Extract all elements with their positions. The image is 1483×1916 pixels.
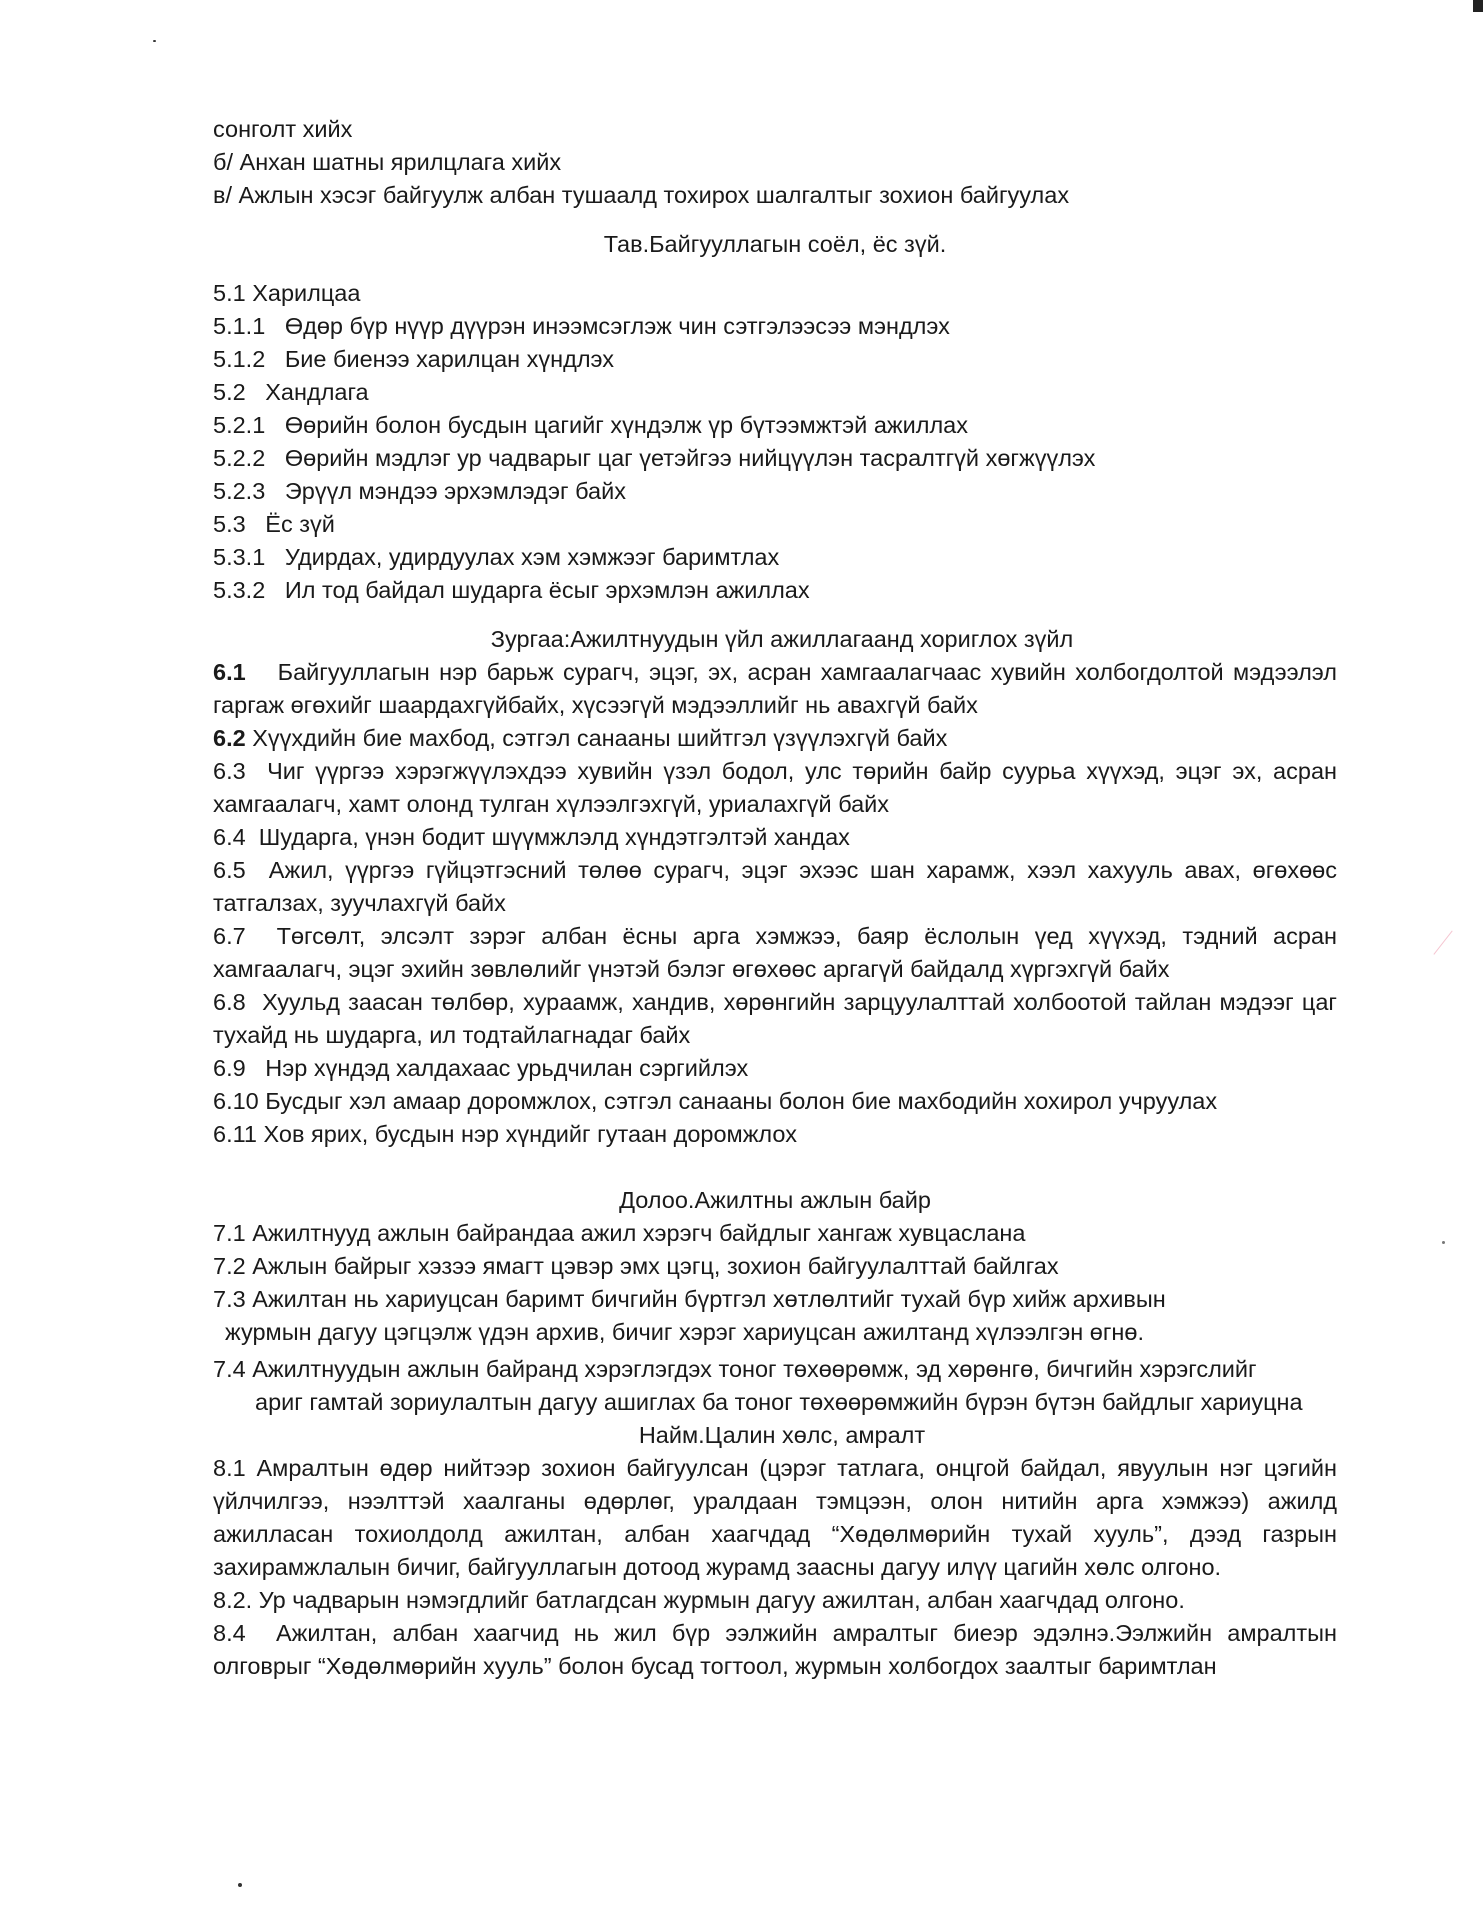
section-5-heading: Тав.Байгууллагын соёл, ёс зүй.: [603, 231, 947, 257]
section-5-item: 5.2.2 Өөрийн мэдлэг ур чадварыг цаг үетэйгээ нийцүүлэн тасралтгүй хөгжүүлэх: [213, 445, 1096, 471]
section-7-item: 7.3 Ажилтан нь хариуцсан баримт бичгийн бүртгэл хөтлөлтийг тухай бүр хийж архивын: [213, 1286, 1166, 1312]
section-7-heading: Долоо.Ажилтны ажлын байр: [619, 1187, 931, 1213]
section-8-item: 8.4 Ажилтан, албан хаагчид нь жил бүр ээлжийн амралтыг биеэр эдэлнэ.Ээлжийн амралтын олговрыг “Хөдөлмөрийн хууль” болон бусад тогтоол, журмын холбогдох заалтыг баримтлан: [213, 1620, 1344, 1679]
item-text: Ажилтнуудын ажлын байранд хэрэглэгдэх тоног төхөөрөмж, эд хөрөнгө, бичгийн хэрэгслийг: [252, 1356, 1257, 1382]
document-body: [213, 113, 1344, 1683]
item-text-continued: ариг гамтай зориулалтын дагуу ашиглах ба тоног төхөөрөмжийн бүрэн бүтэн байдлыг хариуцна: [255, 1389, 1303, 1415]
intro-line: сонголт хийх: [213, 116, 353, 142]
item-number: 6.2: [213, 725, 246, 751]
scan-edge-mark: [1473, 0, 1483, 12]
section-6-item: 6.7 Төгсөлт, элсэлт зэрэг албан ёсны арга хэмжээ, баяр ёслолын үед хүүхэд, тэдний асран хамгаалагч, эцэг эхийн зөвлөлийг үнэтэй бэлэг өгөхөөс аргагүй байдалд хүргэхгүй байх: [213, 923, 1344, 982]
pen-mark: [1433, 930, 1471, 969]
section-5-item: 5.2.3 Эрүүл мэндээ эрхэмлэдэг байх: [213, 478, 626, 504]
section-6-item: [213, 722, 1337, 755]
section-5-item: 5.3 Ёс зүй: [213, 511, 335, 537]
section-6-item: 6.8 Хуульд заасан төлбөр, хураамж, хандив, хөрөнгийн зарцуулалттай холбоотой тайлан мэдээг цаг тухайд нь шударга, ил тодтайлагнадаг байх: [213, 989, 1344, 1048]
scan-speck: [238, 1883, 242, 1887]
section-8-item: 8.2. Ур чадварын нэмэгдлийг батлагдсан журмын дагуу ажилтан, албан хаагчдад олгоно.: [213, 1587, 1185, 1613]
section-5-item: 5.1.1 Өдөр бүр нүүр дүүрэн инээмсэглэж чин сэтгэлээсээ мэндлэх: [213, 313, 950, 339]
section-7-item-continued: журмын дагуу цэгцэлж үдэн архив, бичиг хэрэг хариуцсан ажилтанд хүлээлгэн өгнө.: [225, 1319, 1144, 1345]
section-6-item: 6.9 Нэр хүндэд халдахаас урьдчилан сэргийлэх: [213, 1055, 749, 1081]
section-6-item: 6.5 Ажил, үүргээ гүйцэтгэсний төлөө сурагч, эцэг эхээс шан харамж, хээл хахууль авах, өгөхөөс татгалзах, зуучлахгүй байх: [213, 857, 1344, 916]
item-number: 6.1: [213, 659, 246, 685]
section-7-item: 7.2 Ажлын байрыг хэзээ ямагт цэвэр эмх цэгц, зохион байгуулалттай байлгах: [213, 1253, 1059, 1279]
section-6-heading: Зургаа:Ажилтнуудын үйл ажиллагаанд хориглох зүйл: [490, 626, 1074, 652]
scan-speck: [153, 40, 156, 42]
section-7-item: [213, 1353, 1337, 1419]
section-5-item: 5.3.1 Удирдах, удирдуулах хэм хэмжээг баримтлах: [213, 544, 780, 570]
item-number: 7.4: [213, 1356, 246, 1382]
section-8-item: 8.1 Амралтын өдөр нийтээр зохион байгуулсан (цэрэг татлага, онцгой байдал, явуулын нэг цэгийн үйлчилгээ, нээлттэй хаалганы өдөрлөг, уралдаан тэмцээн, олон нитийн арга хэмжээ) ажилд ажилласан тохиолдолд ажилтан, албан хаагчдад “Хөдөлмөрийн тухай хууль”, дээд газрын захирамжлалын бичиг, байгууллагын дотоод журамд заасны дагуу илүү цагийн хөлс олгоно.: [213, 1455, 1337, 1580]
section-8-heading: Найм.Цалин хөлс, амралт: [638, 1422, 926, 1448]
scan-speck: [1442, 1241, 1445, 1244]
section-6-item: 6.11 Хов ярих, бусдын нэр хүндийг гутаан доромжлох: [213, 1121, 797, 1147]
section-5-item: 5.1.2 Бие биенээ харилцан хүндлэх: [213, 346, 615, 372]
section-5-item: 5.3.2 Ил тод байдал шударга ёсыг эрхэмлэн ажиллах: [213, 577, 810, 603]
intro-line: б/ Анхан шатны ярилцлага хийх: [213, 149, 562, 175]
section-6-item: 6.4 Шударга, үнэн бодит шүүмжлэлд хүндэтгэлтэй хандах: [213, 824, 850, 850]
item-text: Хүүхдийн бие махбод, сэтгэл санааны шийтгэл үзүүлэхгүй байх: [252, 725, 948, 751]
section-5-item: 5.1 Харилцаа: [213, 280, 361, 306]
section-7-item: 7.1 Ажилтнууд ажлын байрандаа ажил хэрэгч байдлыг хангаж хувцаслана: [213, 1220, 1026, 1246]
section-6-item: 6.10 Бусдыг хэл амаар доромжлох, сэтгэл санааны болон бие махбодийн хохирол учруулах: [213, 1088, 1218, 1114]
item-text: Байгууллагын нэр барьж сурагч, эцэг, эх, асран хамгаалагчаас хувийн холбогдолтой мэдээлэл гаргаж өгөхийг шаардахгүйбайх, хүсээгүй мэдээллийг нь авахгүй байх: [213, 659, 1337, 718]
intro-line: в/ Ажлын хэсэг байгуулж албан тушаалд тохирох шалгалтыг зохион байгуулах: [213, 182, 1070, 208]
section-6-item: [213, 656, 1337, 722]
section-6-item: 6.3 Чиг үүргээ хэрэгжүүлэхдээ хувийн үзэл бодол, улс төрийн байр суурьа хүүхэд, эцэг эх, асран хамгаалагч, хамт олонд тулган хүлээлгэхгүй, уриалахгүй байх: [213, 758, 1344, 817]
section-5-item: 5.2 Хандлага: [213, 379, 369, 405]
section-5-item: 5.2.1 Өөрийн болон бусдын цагийг хүндэлж үр бүтээмжтэй ажиллах: [213, 412, 968, 438]
